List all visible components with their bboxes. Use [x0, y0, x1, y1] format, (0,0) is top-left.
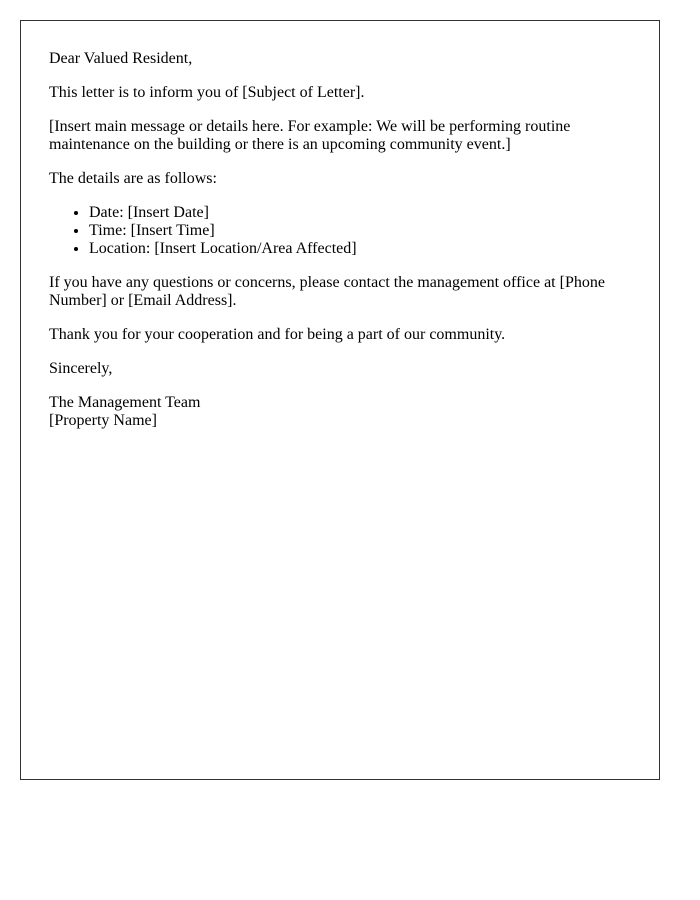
detail-location: • Location: [Insert Location/Area Affected]	[89, 240, 631, 258]
contact-paragraph: If you have any questions or concerns, please contact the management office at [Phone Number] or [Email Address].	[49, 274, 605, 309]
detail-date: • Date: [Insert Date]	[89, 204, 631, 222]
intro-paragraph: This letter is to inform you of [Subject of Letter].	[49, 84, 365, 101]
details-intro: The details are as follows:	[49, 170, 217, 187]
signature	[49, 394, 631, 430]
detail-time: • Time: [Insert Time]	[89, 222, 631, 240]
signature-name: The Management Team	[49, 394, 201, 411]
thanks-paragraph: Thank you for your cooperation and for being a part of our community.	[49, 326, 506, 343]
greeting: Dear Valued Resident,	[49, 50, 193, 67]
closing: Sincerely,	[49, 360, 113, 377]
signature-property: [Property Name]	[49, 412, 157, 429]
details-list	[49, 204, 631, 258]
letter	[20, 20, 660, 780]
main-paragraph: [Insert main message or details here. For example: We will be performing routine maintenance on the building or there is an upcoming community event.]	[49, 118, 571, 153]
